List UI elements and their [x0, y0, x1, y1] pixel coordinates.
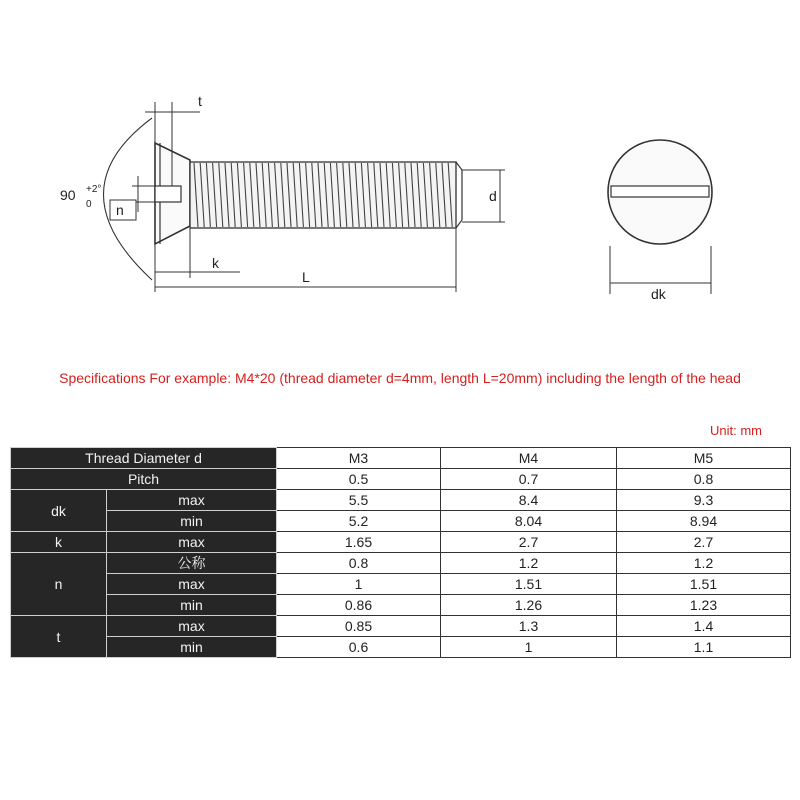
dk-max-label: max — [107, 490, 277, 511]
dk-max-m4: 8.4 — [441, 490, 617, 511]
n-min-m4: 1.26 — [441, 595, 617, 616]
k-max-m3: 1.65 — [277, 532, 441, 553]
pitch-m4: 0.7 — [441, 469, 617, 490]
n-min-m5: 1.23 — [617, 595, 791, 616]
screw-technical-drawing — [0, 0, 800, 340]
header-col-m4: M4 — [441, 448, 617, 469]
screw-shank — [190, 162, 456, 228]
angle-label: 90 — [60, 187, 76, 203]
n-max-m3: 1 — [277, 574, 441, 595]
k-max-m4: 2.7 — [441, 532, 617, 553]
t-min-m5: 1.1 — [617, 637, 791, 658]
t-max-label: max — [107, 616, 277, 637]
n-min-m3: 0.86 — [277, 595, 441, 616]
table-row — [11, 490, 791, 511]
t-group-label: t — [11, 616, 107, 658]
pitch-label: Pitch — [11, 469, 277, 490]
dk-min-m4: 8.04 — [441, 511, 617, 532]
n-group-label: n — [11, 553, 107, 616]
unit-note: Unit: mm — [710, 423, 762, 438]
angle-arc — [104, 118, 153, 280]
dk-min-m5: 8.94 — [617, 511, 791, 532]
thread-end — [456, 162, 462, 170]
n-nom-m4: 1.2 — [441, 553, 617, 574]
t-max-m3: 0.85 — [277, 616, 441, 637]
spec-table — [10, 447, 791, 658]
header-col-m3: M3 — [277, 448, 441, 469]
n-nom-m3: 0.8 — [277, 553, 441, 574]
k-max-m5: 2.7 — [617, 532, 791, 553]
dk-label: dk — [651, 286, 666, 302]
table-row — [11, 532, 791, 553]
t-label: t — [198, 93, 202, 109]
specification-note: Specifications For example: M4*20 (thread diameter d=4mm, length L=20mm) including the length of the head — [59, 370, 741, 386]
n-max-m5: 1.51 — [617, 574, 791, 595]
table-row — [11, 511, 791, 532]
t-min-label: min — [107, 637, 277, 658]
t-max-m5: 1.4 — [617, 616, 791, 637]
dk-group-label: dk — [11, 490, 107, 532]
table-row — [11, 469, 791, 490]
pitch-m3: 0.5 — [277, 469, 441, 490]
thread-end-bottom — [456, 220, 462, 228]
k-group-label: k — [11, 532, 107, 553]
table-row — [11, 637, 791, 658]
t-max-m4: 1.3 — [441, 616, 617, 637]
pitch-m5: 0.8 — [617, 469, 791, 490]
table-row — [11, 553, 791, 574]
n-nom-label: 公称 — [107, 553, 277, 574]
L-label: L — [302, 269, 310, 285]
n-label: n — [116, 202, 124, 218]
n-nom-m5: 1.2 — [617, 553, 791, 574]
k-max-label: max — [107, 532, 277, 553]
t-min-m4: 1 — [441, 637, 617, 658]
n-max-label: max — [107, 574, 277, 595]
table-row — [11, 574, 791, 595]
table-row — [11, 616, 791, 637]
k-label: k — [212, 255, 219, 271]
table-row — [11, 595, 791, 616]
dk-max-m3: 5.5 — [277, 490, 441, 511]
dk-max-m5: 9.3 — [617, 490, 791, 511]
table-header-row — [11, 448, 791, 469]
angle-tol-lower: 0 — [86, 199, 92, 210]
d-label: d — [489, 188, 497, 204]
header-col-m5: M5 — [617, 448, 791, 469]
dk-min-label: min — [107, 511, 277, 532]
n-max-m4: 1.51 — [441, 574, 617, 595]
dk-min-m3: 5.2 — [277, 511, 441, 532]
header-label: Thread Diameter d — [11, 448, 277, 469]
top-view-slot — [611, 186, 709, 197]
head-slot — [155, 186, 181, 202]
t-min-m3: 0.6 — [277, 637, 441, 658]
n-min-label: min — [107, 595, 277, 616]
angle-tol-upper: +2° — [86, 184, 102, 195]
